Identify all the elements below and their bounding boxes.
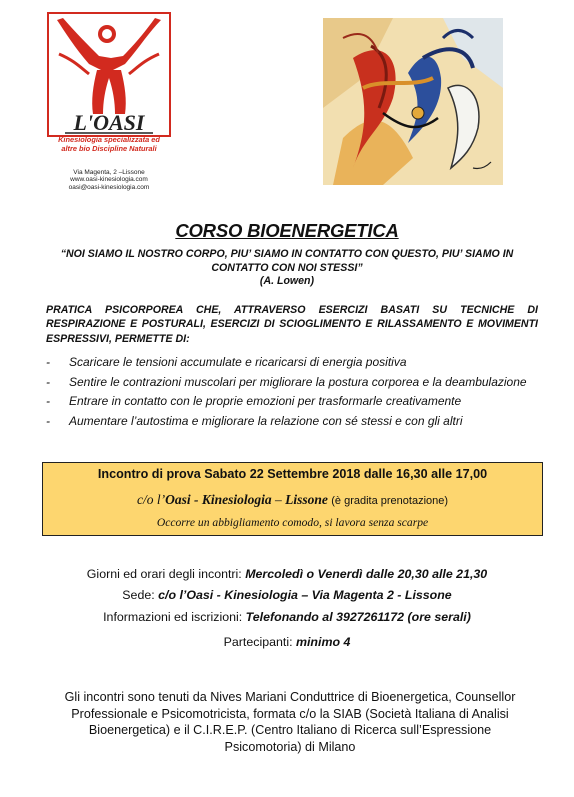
course-title: CORSO BIOENERGETICA bbox=[175, 220, 399, 241]
venue-value: c/o l’Oasi - Kinesiologia – Via Magenta 2 - Lissone bbox=[158, 588, 452, 602]
lowen-quote bbox=[60, 248, 514, 289]
bullet-dash: - bbox=[46, 374, 50, 389]
bullet-dash: - bbox=[46, 355, 50, 369]
benefit-text: Entrare in contatto con le proprie emozioni per trasformarle creativamente bbox=[69, 394, 462, 408]
logo-address: Via Magenta, 2 –Lissone bbox=[73, 169, 145, 176]
list-item bbox=[46, 374, 538, 391]
participants-label: Partecipanti: bbox=[223, 635, 293, 649]
benefit-text: Aumentare l’autostima e migliorare la relazione con sé stessi e con gli altri bbox=[69, 413, 463, 428]
logo-email-link[interactable]: oasi@oasi-kinesiologia.com bbox=[68, 183, 150, 191]
trial-venue-city: Lissone bbox=[285, 492, 328, 507]
participants-value: minimo 4 bbox=[295, 635, 351, 649]
trial-venue-dash: – bbox=[271, 492, 286, 507]
booking-note: (è gradita prenotazione) bbox=[331, 495, 449, 507]
trial-session-box bbox=[42, 462, 543, 536]
benefit-text: Scaricare le tensioni accumulate e ricaricarsi di energia positiva bbox=[69, 355, 407, 369]
participants-line bbox=[0, 634, 574, 650]
trial-venue-place: Oasi - Kinesiologia bbox=[165, 492, 272, 507]
signup-line bbox=[0, 609, 574, 625]
instructor-bio: Gli incontri sono tenuti da Nives Mariani Conduttrice di Bioenergetica, Counsellor Professionale e Psicomotricista, formata c/o la SIAB (Società Italiana di Analisi Bioenergetica) e il C.I.R.E.P. (Centro Italiano di Ricerca sull’Espressione Psicomotoria) di Milano bbox=[64, 690, 516, 754]
venue-label: Sede: bbox=[122, 588, 155, 602]
oasi-logo bbox=[47, 12, 171, 190]
list-item bbox=[46, 413, 538, 430]
svg-text:L'OASI: L'OASI bbox=[73, 110, 145, 135]
benefits-list bbox=[46, 354, 538, 432]
course-intro: PRATICA PSICORPOREA CHE, ATTRAVERSO ESERCIZI BASATI SU TECNICHE DI RESPIRAZIONE E POSTURALI, ESERCIZI DI SCIOGLIMENTO E RILASSAMENTO E MOVIMENTI ESPRESSIVI, PERMETTE DI: bbox=[46, 304, 538, 345]
dancing-figure-icon bbox=[49, 14, 169, 135]
list-item bbox=[46, 393, 538, 410]
quote-author: (A. Lowen) bbox=[259, 275, 315, 287]
list-item bbox=[46, 354, 538, 371]
logo-tagline: Kinesiologia specializzata ed altre bio Discipline Naturali bbox=[58, 135, 160, 153]
logo-website-link[interactable]: www.oasi-kinesiologia.com bbox=[70, 176, 148, 184]
logo-contact bbox=[47, 169, 171, 191]
trial-venue bbox=[43, 491, 542, 510]
bullet-dash: - bbox=[46, 413, 50, 428]
schedule-value: Mercoledì o Venerdì dalle 20,30 alle 21,30 bbox=[245, 567, 488, 581]
signup-value: Telefonando al 3927261172 (ore serali) bbox=[245, 610, 471, 624]
schedule-label: Giorni ed orari degli incontri: bbox=[86, 567, 242, 581]
oasi-logo-emblem bbox=[47, 12, 171, 137]
schedule-line bbox=[0, 566, 574, 582]
abstract-dancers-painting bbox=[323, 18, 503, 185]
quote-text: “NOI SIAMO IL NOSTRO CORPO, PIU’ SIAMO IN CONTATTO CON QUESTO, PIU’ SIAMO IN CONTATTO CON NOI STESSI” bbox=[60, 248, 514, 274]
venue-line bbox=[0, 587, 574, 603]
trial-venue-prefix: c/o l’ bbox=[136, 492, 166, 507]
clothing-note: Occorre un abbigliamento comodo, si lavora senza scarpe bbox=[156, 516, 429, 529]
bullet-dash: - bbox=[46, 394, 50, 408]
benefit-text: Sentire le contrazioni muscolari per migliorare la postura corporea e la deambulazione bbox=[69, 374, 527, 389]
trial-date: Incontro di prova Sabato 22 Settembre 2018 dalle 16,30 alle 17,00 bbox=[97, 467, 488, 481]
signup-label: Informazioni ed iscrizioni: bbox=[103, 610, 243, 624]
